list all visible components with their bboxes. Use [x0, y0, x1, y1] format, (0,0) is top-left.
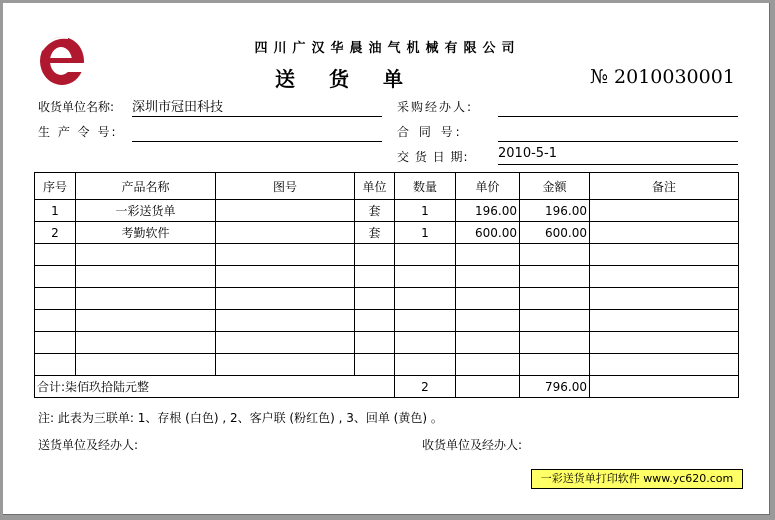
- table-cell: [395, 266, 456, 288]
- production-no-underline: [132, 141, 382, 142]
- table-cell: [216, 222, 355, 244]
- table-cell: [355, 310, 395, 332]
- table-cell: 1: [395, 200, 456, 222]
- column-header: 单位: [355, 173, 395, 200]
- table-cell: [216, 332, 355, 354]
- document-number: № 2010030001: [590, 66, 735, 88]
- table-cell: 196.00: [456, 200, 520, 222]
- receiver-label: 收货单位名称:: [38, 100, 115, 114]
- delivery-date-label: 交 货 日 期:: [397, 150, 469, 164]
- column-header: 序号: [35, 173, 76, 200]
- table-cell: [520, 332, 590, 354]
- table-cell: [35, 332, 76, 354]
- receiver-underline: [132, 116, 382, 117]
- table-cell: [355, 354, 395, 376]
- total-label: 合计:柒佰玖拾陆元整: [35, 376, 395, 398]
- total-amount: 796.00: [520, 376, 590, 398]
- receiver-value: 深圳市冠田科技: [132, 100, 224, 115]
- delivery-date-underline: [498, 164, 738, 165]
- table-row: [35, 288, 739, 310]
- production-no-label: 生 产 令 号:: [38, 125, 118, 139]
- table-cell: [35, 244, 76, 266]
- table-cell: 1: [35, 200, 76, 222]
- table-cell: 2: [35, 222, 76, 244]
- table-cell: [395, 354, 456, 376]
- table-cell: [456, 310, 520, 332]
- table-cell: [216, 244, 355, 266]
- contract-label: 合 同 号:: [397, 125, 463, 139]
- table-cell: [395, 332, 456, 354]
- column-header: 数量: [395, 173, 456, 200]
- table-cell: [456, 266, 520, 288]
- table-cell: [395, 310, 456, 332]
- table-cell: 套: [355, 222, 395, 244]
- total-quantity: 2: [395, 376, 456, 398]
- table-cell: [590, 222, 739, 244]
- table-cell: [76, 332, 216, 354]
- table-cell: [520, 354, 590, 376]
- table-cell: 套: [355, 200, 395, 222]
- table-cell: 196.00: [520, 200, 590, 222]
- table-cell: [216, 310, 355, 332]
- table-cell: 一彩送货单: [76, 200, 216, 222]
- table-row: [35, 244, 739, 266]
- table-header-row: [35, 173, 739, 200]
- column-header: 单价: [456, 173, 520, 200]
- contract-underline: [498, 141, 738, 142]
- table-cell: 600.00: [456, 222, 520, 244]
- column-header: 金额: [520, 173, 590, 200]
- table-cell: [520, 266, 590, 288]
- table-cell: [590, 244, 739, 266]
- column-header: 备注: [590, 173, 739, 200]
- table-cell: [35, 310, 76, 332]
- table-cell: [456, 244, 520, 266]
- table-cell: [520, 244, 590, 266]
- table-cell: [35, 288, 76, 310]
- table-cell: [456, 376, 520, 398]
- table-cell: [355, 266, 395, 288]
- table-cell: [395, 244, 456, 266]
- purchaser-label: 采购经办人:: [397, 100, 474, 114]
- table-cell: [590, 376, 739, 398]
- column-header: 图号: [216, 173, 355, 200]
- table-cell: [520, 288, 590, 310]
- table-cell: [216, 354, 355, 376]
- table-cell: [590, 310, 739, 332]
- table-cell: [76, 310, 216, 332]
- table-cell: [355, 244, 395, 266]
- table-cell: [216, 266, 355, 288]
- table-cell: [76, 266, 216, 288]
- table-cell: [590, 200, 739, 222]
- table-cell: 1: [395, 222, 456, 244]
- table-cell: [456, 354, 520, 376]
- table-cell: [590, 354, 739, 376]
- table-cell: [35, 354, 76, 376]
- table-row: [35, 332, 739, 354]
- table-cell: [76, 244, 216, 266]
- table-cell: [76, 354, 216, 376]
- software-ad-link[interactable]: 一彩送货单打印软件 www.yc620.com: [531, 469, 743, 489]
- table-cell: [590, 266, 739, 288]
- delivery-date-value: 2010-5-1: [498, 146, 558, 161]
- document-title: 送货单: [275, 67, 437, 91]
- purchaser-underline: [498, 116, 738, 117]
- table-row: [35, 354, 739, 376]
- table-cell: [590, 332, 739, 354]
- table-cell: [216, 288, 355, 310]
- table-cell: [355, 288, 395, 310]
- table-cell: [35, 266, 76, 288]
- table-cell: 考勤软件: [76, 222, 216, 244]
- table-cell: [76, 288, 216, 310]
- table-cell: [456, 332, 520, 354]
- table-cell: 600.00: [520, 222, 590, 244]
- goods-table: [34, 172, 739, 398]
- receiver-signature-label: 收货单位及经办人:: [422, 438, 523, 452]
- table-cell: [355, 332, 395, 354]
- copies-note: 注: 此表为三联单: 1、存根 (白色) , 2、客户联 (粉红色) , 3、回单 (黄色) 。: [38, 411, 443, 425]
- table-cell: [590, 288, 739, 310]
- table-cell: [395, 288, 456, 310]
- table-row: [35, 200, 739, 222]
- company-name: 四川广汉华晨油气机械有限公司: [254, 41, 521, 56]
- total-row: [35, 376, 739, 398]
- sender-signature-label: 送货单位及经办人:: [38, 438, 139, 452]
- table-cell: [456, 288, 520, 310]
- table-cell: [520, 310, 590, 332]
- column-header: 产品名称: [76, 173, 216, 200]
- table-row: [35, 310, 739, 332]
- table-row: [35, 266, 739, 288]
- table-cell: [216, 200, 355, 222]
- table-row: [35, 222, 739, 244]
